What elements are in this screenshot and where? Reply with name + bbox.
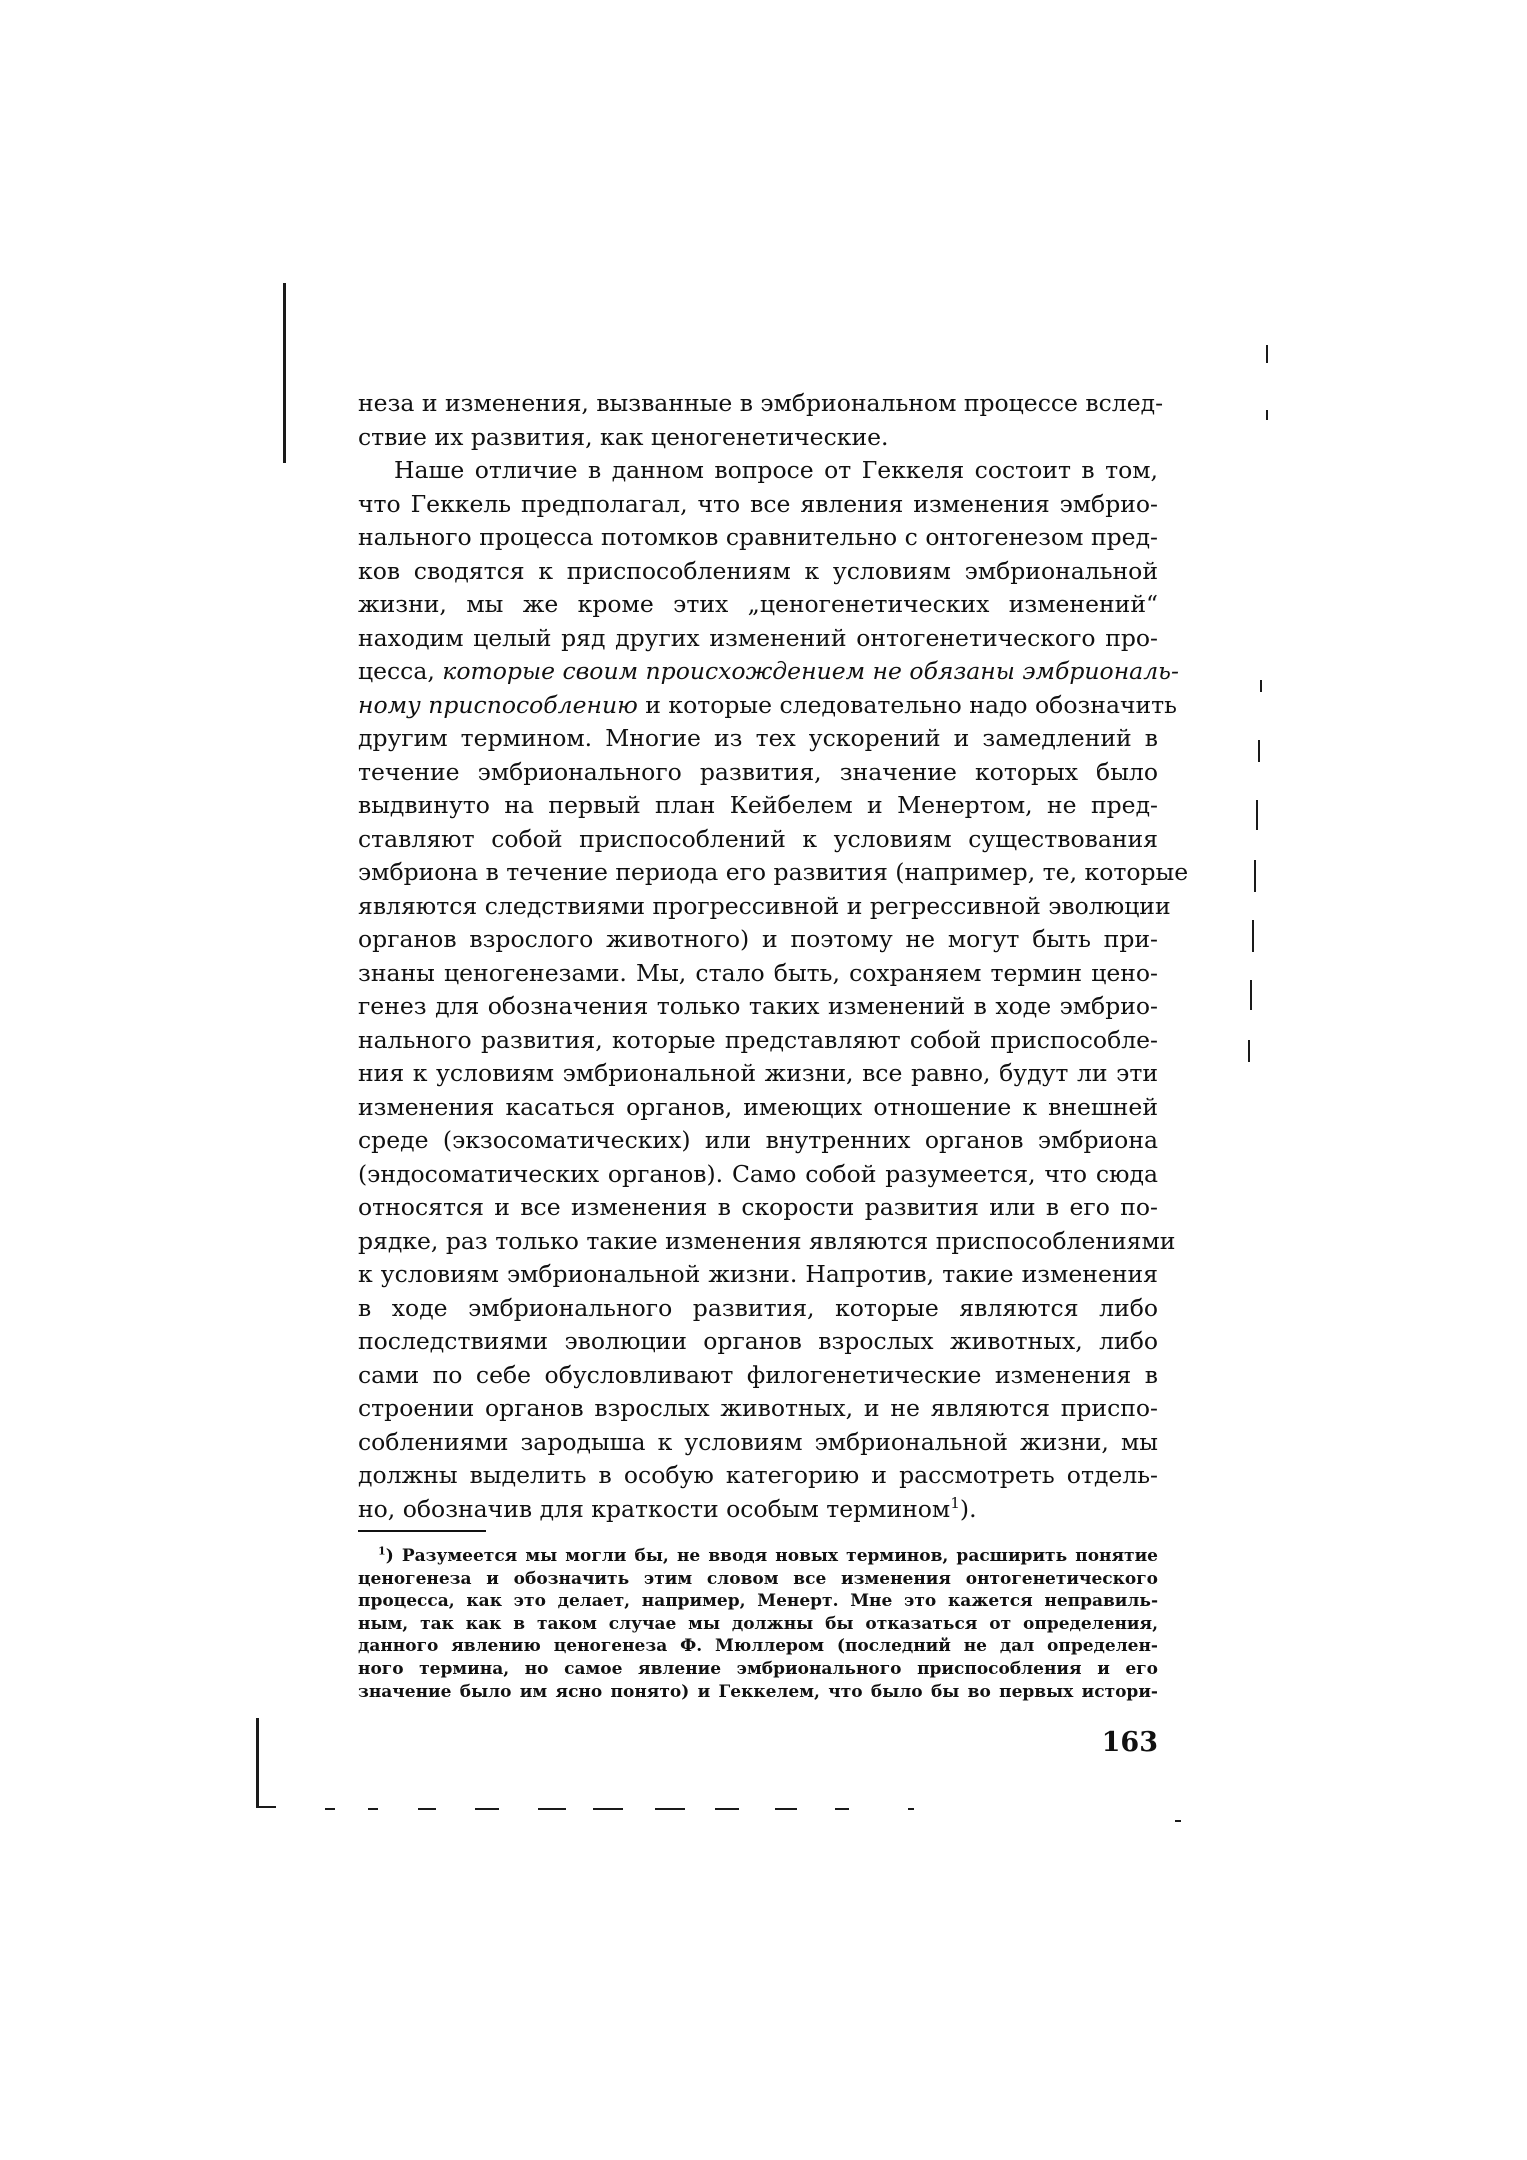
text-line: ков сводятся к приспособлениям к условиям эмбриональной [358,556,1158,585]
right-margin-tick-7 [1252,920,1254,952]
left-margin-rule [283,283,286,463]
right-margin-tick-6 [1254,860,1256,892]
bottom-dash-9 [775,1808,797,1810]
text-line: ния к условиям эмбриональной жизни, все равно, будут ли эти [358,1059,1158,1087]
text-span: но, обозначив для краткости особым термином [358,1494,951,1523]
footnote-line: данного явлению ценогенеза Ф. Мюллером (последний не дал определен- [358,1636,1158,1657]
text-line: в ходе эмбрионального развития, которые являются либо [358,1293,1158,1322]
text-line: ставляют собой приспособлений к условиям существования [358,824,1158,853]
footnote-marker: 1 [378,1544,386,1558]
left-corner-vertical-rule [256,1718,259,1808]
bottom-dash-11 [908,1808,914,1810]
text-line [358,1493,1158,1527]
text-line: строении органов взрослых животных, и не являются приспо- [358,1394,1158,1422]
bottom-dash-8 [715,1808,739,1810]
footnote-separator [358,1530,486,1532]
text-line: рядке, раз только такие изменения являются приспособлениями [358,1226,1176,1255]
text-line: течение эмбрионального развития, значение которых было [358,757,1158,786]
text-line: другим термином. Многие из тех ускорений и замедлений в [358,724,1158,752]
text-line: нального развития, которые представляют собой приспособле- [358,1025,1158,1054]
text-line: эмбриона в течение периода его развития (например, те, которые [358,858,1189,886]
right-margin-tick-1 [1266,345,1268,363]
right-margin-tick-2 [1266,410,1268,420]
text-line: изменения касаться органов, имеющих отношение к внешней [358,1092,1158,1121]
italic-phrase: которые своим происхождением не обязаны эмбриональ- [442,657,1179,685]
text-line: находим целый ряд других изменений онтогенетического про- [358,623,1158,652]
text-line [358,689,1177,723]
footnote-line [358,1545,1158,1568]
footnote-line: ценогенеза и обозначить этим словом все изменения онтогенетического [358,1568,1158,1589]
text-line: должны выделить в особую категорию и рассмотреть отдель- [358,1461,1158,1489]
text-line: ствие их развития, как ценогенетические. [358,422,889,451]
bottom-dash-6 [593,1808,623,1810]
bottom-dash-4 [475,1808,499,1810]
text-line: неза и изменения, вызванные в эмбриональном процессе вслед- [358,389,1164,417]
text-line: среде (экзосоматических) или внутренних органов эмбриона [358,1126,1158,1154]
bottom-dash-12 [1175,1820,1181,1822]
text-line: являются следствиями прогрессивной и регрессивной эволюции [358,891,1171,920]
text-line: нального процесса потомков сравнительно с онтогенезом пред- [358,523,1158,551]
footnote-line: процесса, как это делает, например, Менерт. Мне это кажется неправиль- [358,1591,1158,1612]
text-line: относятся и все изменения в скорости развития или в его по- [358,1193,1158,1221]
text-line: к условиям эмбриональной жизни. Напротив, такие изменения [358,1260,1158,1288]
footnote-reference: 1 [950,1493,960,1512]
bottom-dash-1 [325,1808,335,1810]
right-margin-tick-5 [1256,800,1258,830]
text-line: органов взрослого животного) и поэтому не могут быть при- [358,925,1158,953]
text-line: соблениями зародыша к условиям эмбриональной жизни, мы [358,1427,1158,1456]
text-line: последствиями эволюции органов взрослых животных, либо [358,1327,1158,1355]
bottom-dash-7 [655,1808,685,1810]
text-line: что Геккель предполагал, что все явления изменения эмбрио- [358,489,1158,518]
text-line: сами по себе обусловливают филогенетические изменения в [358,1360,1158,1389]
text-span: и которые следовательно надо обозначить [637,690,1177,719]
right-margin-tick-3 [1260,680,1262,692]
footnote [358,1545,1158,1703]
right-margin-tick-8 [1250,980,1252,1010]
page-number: 163 [1101,1727,1158,1758]
text-span: ). [959,1494,977,1523]
bottom-dash-10 [835,1808,849,1810]
text-line: генез для обозначения только таких изменений в ходе эмбрио- [358,992,1158,1020]
text-line: (эндосоматических органов). Само собой разумеется, что сюда [358,1159,1158,1188]
footnote-line: ного термина, но самое явление эмбрионального приспособления и его [358,1658,1158,1679]
text-line: знаны ценогенезами. Мы, стало быть, сохраняем термин цено- [358,958,1158,987]
right-margin-tick-4 [1258,740,1260,762]
paragraph-first-line: Наше отличие в данном вопросе от Геккеля состоит в том, [394,456,1158,484]
footnote-line: значение было им ясно понято) и Геккелем, что было бы во первых истори- [358,1681,1158,1702]
text-line: выдвинуто на первый план Кейбелем и Менертом, не пред- [358,791,1158,819]
bottom-dash-3 [418,1808,436,1810]
italic-phrase: ному приспособлению [358,690,638,719]
left-corner-horizontal-rule [256,1806,276,1808]
text-span: ) Разумеется мы могли бы, не вводя новых терминов, расширить понятие [385,1546,1158,1566]
text-line: жизни, мы же кроме этих „ценогенетических изменений“ [358,590,1158,618]
main-text [358,387,1189,1526]
text-line [358,655,1179,689]
bottom-dash-5 [538,1808,566,1810]
right-margin-tick-9 [1248,1040,1250,1062]
bottom-dash-2 [368,1808,378,1810]
footnote-line: ным, так как в таком случае мы должны бы отказаться от определения, [358,1613,1158,1634]
text-span: цесса, [358,657,443,685]
